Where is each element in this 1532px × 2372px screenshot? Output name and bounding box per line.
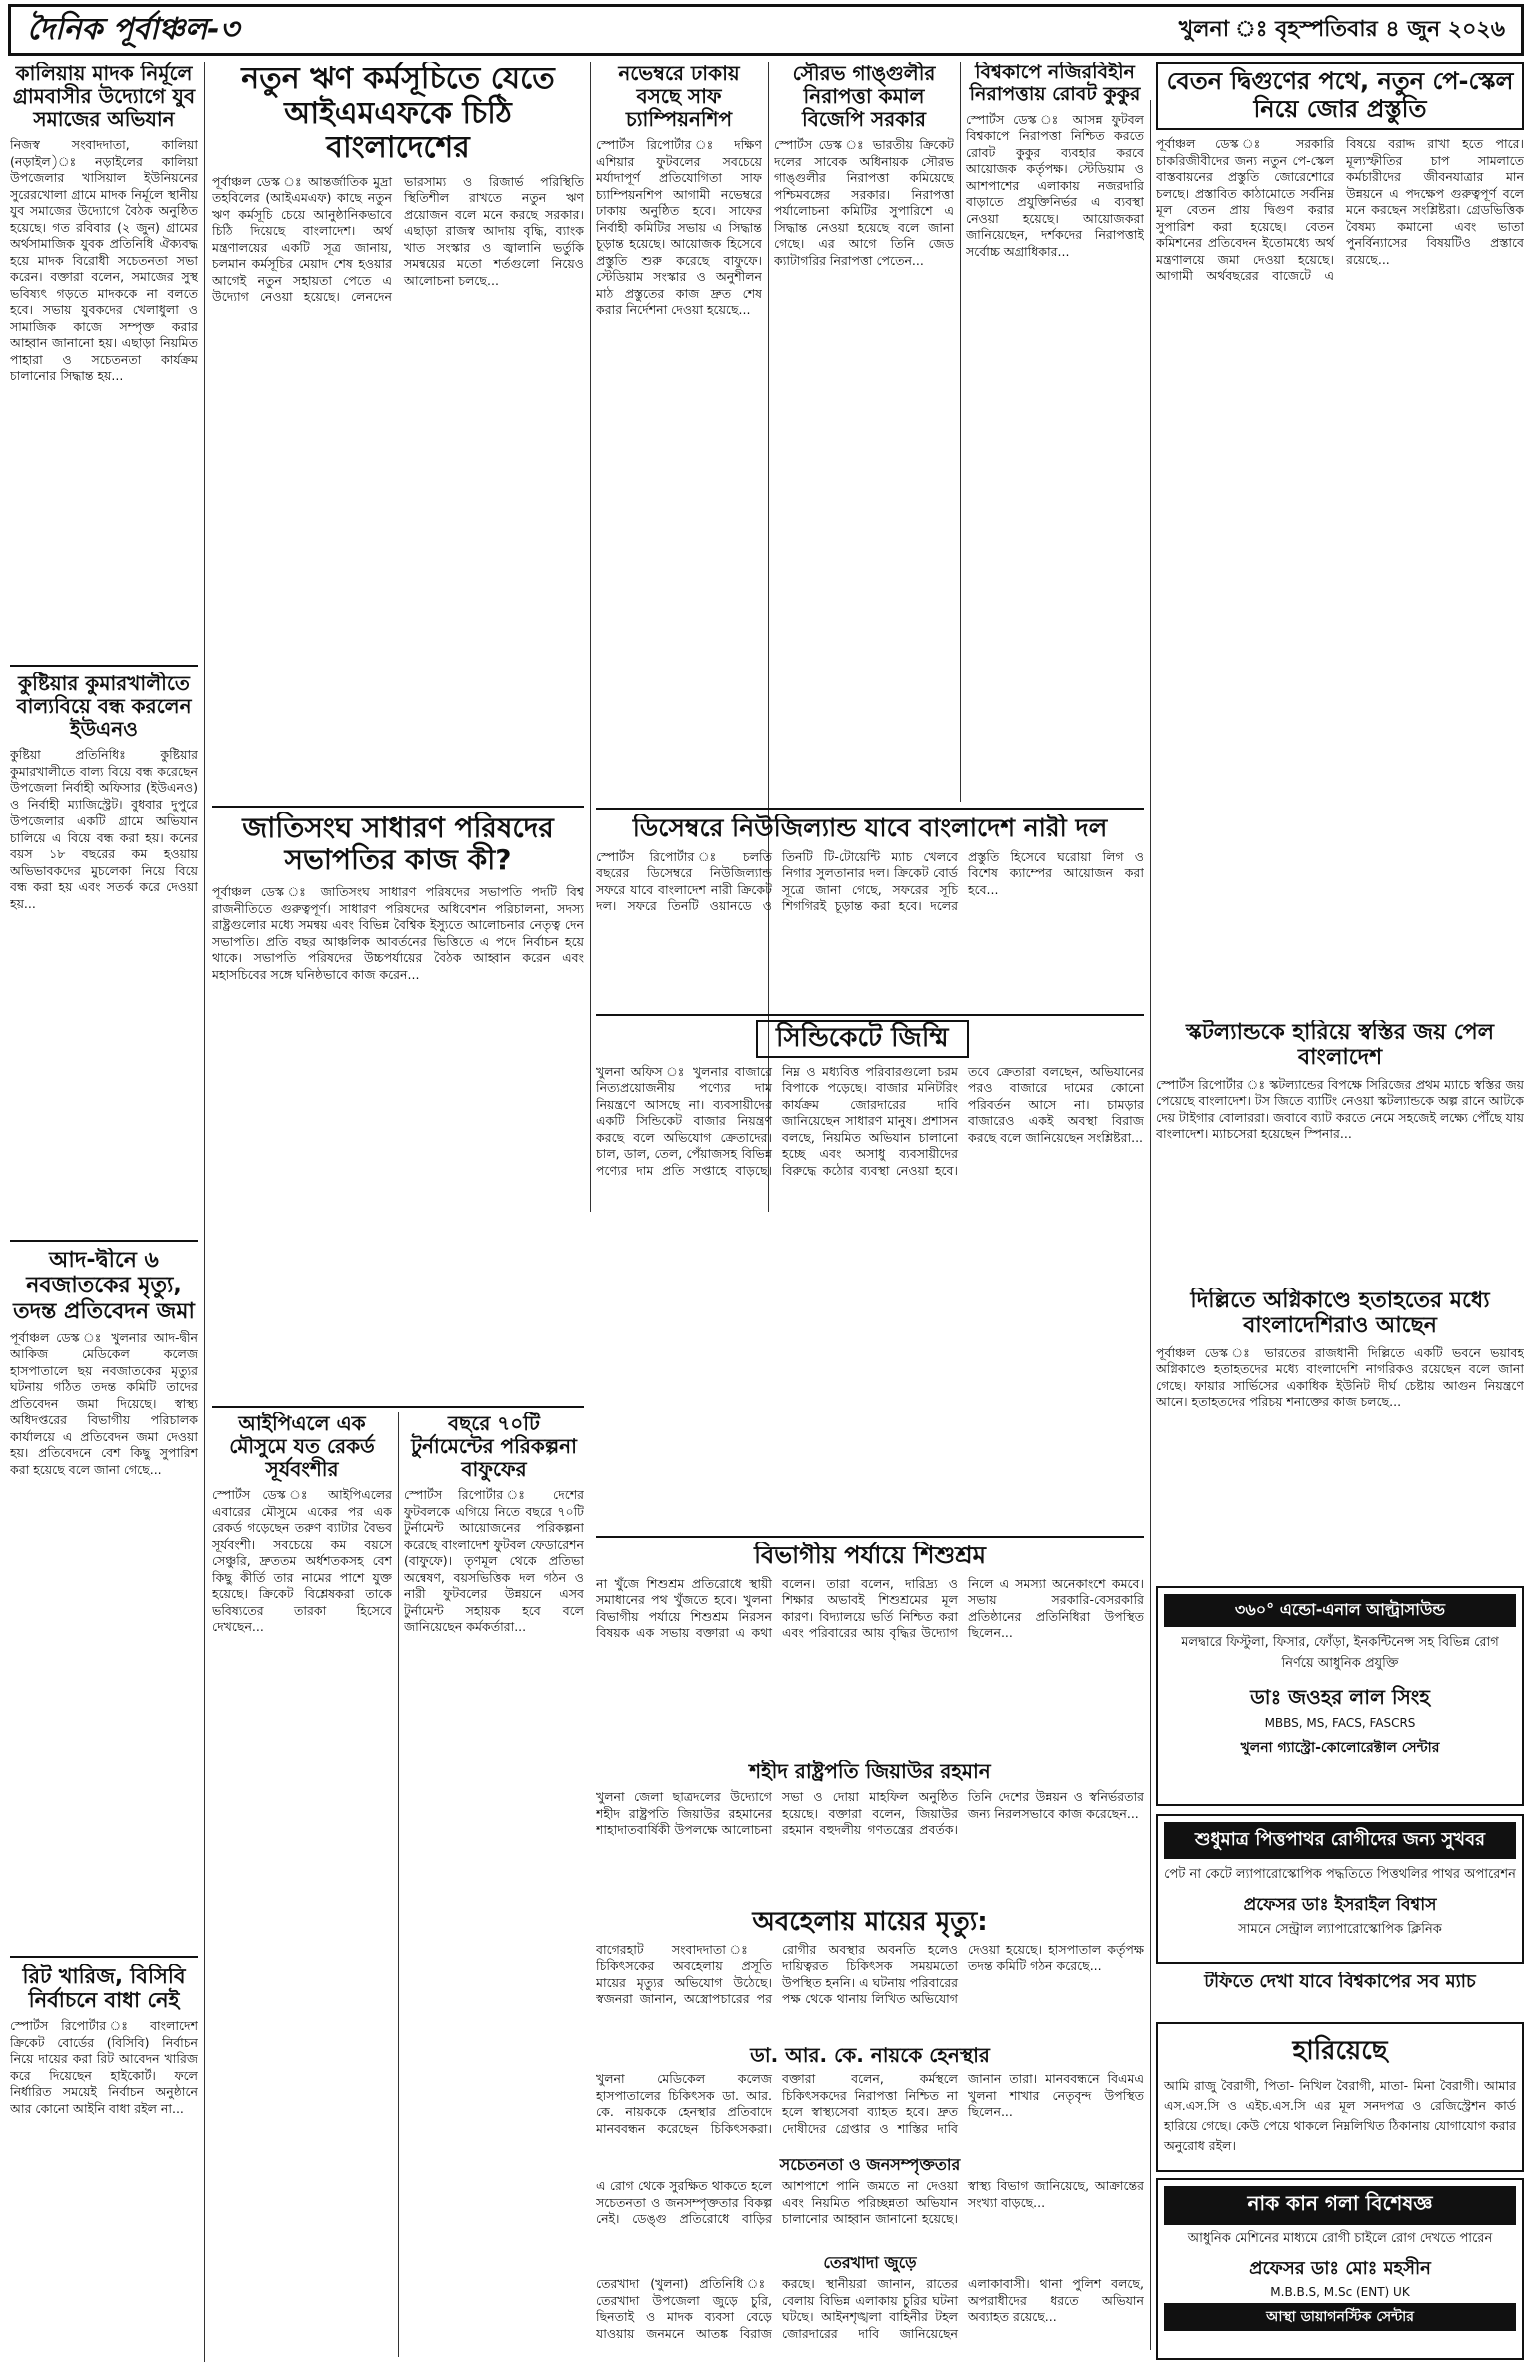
ad-title: হারিয়েছে: [1292, 2036, 1388, 2066]
article-imf: [212, 62, 584, 802]
article-body: খুলনা জেলা ছাত্রদলের উদ্যোগে শহীদ রাষ্ট্রপতি জিয়াউর রহমানের শাহাদাতবার্ষিকী উপলক্ষে আলোচনা সভা ও দোয়া মাহফিল অনুষ্ঠিত হয়েছে। বক্তারা বলেন, জিয়াউর রহমান বহুদলীয় গণতন্ত্রের প্রবর্তক। তিনি দেশের উন্নয়ন ও স্বনির্ভরতার জন্য নিরলসভাবে কাজ করেছেন...: [596, 1789, 1144, 1837]
article-body: বাগেরহাট সংবাদদাতা ঃ চিকিৎসকের অবহেলায় প্রসূতি মায়ের মৃত্যুর অভিযোগ উঠেছে। স্বজনরা জানান, অস্ত্রোপচারের পর রোগীর অবস্থার অবনতি হলেও দায়িত্বরত চিকিৎসক সময়মতো উপস্থিত হননি। এ ঘটনায় পরিবারের পক্ষ থেকে থানায় লিখিত অভিযোগ দেওয়া হয়েছে। হাসপাতাল কর্তৃপক্ষ তদন্ত কমিটি গঠন করেছে...: [596, 1941, 1144, 2007]
headline: রিট খারিজ, বিসিবি নির্বাচনে বাধা নেই: [22, 1964, 186, 2013]
ad-center: সামনে সেন্ট্রাল ল্যাপারোস্কোপিক ক্লিনিক: [1238, 1922, 1442, 1937]
headline: ডা. আর. কে. নায়কে হেনস্থার: [750, 2044, 990, 2067]
newspaper-page-name: দৈনিক পূর্বাঞ্চল-৩: [27, 11, 240, 47]
ad-body: পেট না কেটে ল্যাপারোস্কোপিক পদ্ধতিতে পিত্তথলির পাথর অপারেশন: [1164, 1867, 1516, 1882]
column-divider: [398, 1412, 399, 2357]
article-body: পূর্বাঞ্চল ডেস্ক ঃ সরকারি চাকরিজীবীদের জন্য নতুন পে-স্কেল বাস্তবায়নের প্রস্তুতি জোরেশোরে চলছে। প্রস্তাবিত কাঠামোতে সর্বনিম্ন মূল বেতন প্রায় দ্বিগুণ করার সুপারিশ করা হয়েছে। বেতন কমিশনের প্রতিবেদন ইতোমধ্যে অর্থ মন্ত্রণালয়ে জমা দেওয়া হয়েছে। আগামী অর্থবছরের বাজেটে এ বিষয়ে বরাদ্দ রাখা হতে পারে। মূল্যস্ফীতির চাপ সামলাতে কর্মচারীদের জীবনযাত্রার মান উন্নয়নে এ পদক্ষেপ গুরুত্বপূর্ণ বলে মনে করছেন সংশ্লিষ্টরা। গ্রেডভিত্তিক বৈষম্য কমানো এবং ভাতা পুনর্বিন্যাসের বিষয়টিও প্রস্তাবে রয়েছে...: [1156, 136, 1524, 283]
headline: শহীদ রাষ্ট্রপতি জিয়াউর রহমান: [749, 1760, 991, 1783]
article-mother-death: [596, 1908, 1144, 2038]
ad-title: শুধুমাত্র পিত্তপাথর রোগীদের জন্য সুখবর: [1164, 1822, 1516, 1859]
ad-body: মলদ্বারে ফিস্টুলা, ফিসার, ফোঁড়া, ইনকন্টিনেন্স সহ বিভিন্ন রোগ নির্ণয়ে আধুনিক প্রযুক্তি: [1181, 1635, 1499, 1671]
article-body: তেরখাদা (খুলনা) প্রতিনিধি ঃ তেরখাদা উপজেলা জুড়ে চুরি, ছিনতাই ও মাদক ব্যবসা বেড়ে যাওয়ায় জনমনে আতঙ্ক বিরাজ করছে। স্থানীয়রা জানান, রাতের বেলায় বিভিন্ন এলাকায় চুরির ঘটনা ঘটছে। আইনশৃঙ্খলা বাহিনীর টহল জোরদারের দাবি জানিয়েছেন এলাকাবাসী। থানা পুলিশ বলছে, অপরাধীদের ধরতে অভিযান অব্যাহত রয়েছে...: [596, 2276, 1144, 2341]
ad-degree: M.B.B.S, M.Sc (ENT) UK: [1270, 2285, 1410, 2299]
ad-body: আধুনিক মেশিনের মাধ্যমে রোগী চাইলে রোগ দেখতে পারেন: [1187, 2231, 1493, 2246]
edition-date: খুলনা ঃ বৃহস্পতিবার ৪ জুন ২০২৬: [1178, 16, 1505, 42]
article-body: পূর্বাঞ্চল ডেস্ক ঃ খুলনার আদ-দ্বীন আকিজ মেডিকেল কলেজ হাসপাতালে ছয় নবজাতকের মৃত্যুর ঘটনায় গঠিত তদন্ত কমিটি তাদের প্রতিবেদন জমা দিয়েছে। স্বাস্থ্য অধিদপ্তরের বিভাগীয় পরিচালক কার্যালয়ে এ প্রতিবেদন জমা দেওয়া হয়। প্রতিবেদনে বেশ কিছু সুপারিশ করা হয়েছে বলে জানা গেছে...: [10, 1329, 198, 1477]
article-tiffe: [1156, 1972, 1524, 2018]
ad-doctor: প্রফেসর ডাঃ মোঃ মহসীন: [1249, 2258, 1431, 2279]
article-child-labour: [596, 1542, 1144, 1752]
article-body: স্পোর্টস ডেস্ক ঃ আসন্ন ফুটবল বিশ্বকাপে নিরাপত্তা নিশ্চিত করতে রোবট কুকুর ব্যবহার করবে আয়োজক কর্তৃপক্ষ। স্টেডিয়াম ও আশপাশের এলাকায় নজরদারি বাড়াতে প্রযুক্তিনির্ভর এ ব্যবস্থা নেওয়া হয়েছে। আয়োজকরা জানিয়েছেন, দর্শকদের নিরাপত্তাই সর্বোচ্চ অগ্রাধিকার...: [966, 111, 1144, 259]
article-body: নিজস্ব সংবাদদাতা, কালিয়া (নড়াইল)ঃ নড়াইলের কালিয়া উপজেলার খাসিয়াল ইউনিয়নের সুরেরখোলা গ্রামে মাদক নির্মূলে স্থানীয় যুব সমাজের উদ্যোগে বৈঠক অনুষ্ঠিত হয়েছে। গত রবিবার (২ জুন) গ্রামের অর্থসামাজিক যুবক প্রতিনিধি ঐক্যবদ্ধ হয়ে মাদক বিরোধী সচেতনতা সভা করেন। বক্তারা বলেন, সমাজের সুস্থ ভবিষ্যৎ গড়তে মাদককে না বলতে হবে। সভায় যুবকদের খেলাধুলা ও সামাজিক কাজে সম্পৃক্ত করার আহ্বান জানানো হয়। এছাড়া নিয়মিত পাহারা ও সচেতনতা কার্যক্রম চালানোর সিদ্ধান্ত হয়...: [10, 137, 198, 383]
headline: বছরে ৭০টি টুর্নামেন্টের পরিকল্পনা বাফুফের: [411, 1412, 577, 1481]
ad-degree: MBBS, MS, FACS, FASCRS: [1264, 1716, 1416, 1730]
column-divider: [204, 62, 205, 2362]
ad-title: ৩৬০° এন্ডো-এনাল আল্ট্রাসাউন্ড: [1164, 1594, 1516, 1627]
headline: নতুন ঋণ কর্মসূচিতে যেতে আইএমএফকে চিঠি বাংলাদেশের: [241, 62, 555, 165]
article-body: স্পোর্টস ডেস্ক ঃ ভারতীয় ক্রিকেট দলের সাবেক অধিনায়ক সৌরভ গাঙ্গুলীর নিরাপত্তা কমিয়েছে পশ্চিমবঙ্গের সরকার। নিরাপত্তা পর্যালোচনা কমিটির সুপারিশে এ সিদ্ধান্ত নেওয়া হয়েছে বলে জানা গেছে। এর আগে তিনি জেড ক্যাটাগরির নিরাপত্তা পেতেন...: [774, 137, 954, 268]
article-body: পূর্বাঞ্চল ডেস্ক ঃ আন্তর্জাতিক মুদ্রা তহবিলের (আইএমএফ) কাছে নতুন ঋণ কর্মসূচি চেয়ে আনুষ্ঠানিকভাবে চিঠি দিয়েছে বাংলাদেশ। অর্থ মন্ত্রণালয়ের একটি সূত্র জানায়, চলমান কর্মসূচির মেয়াদ শেষ হওয়ার আগেই নতুন সহায়তা পেতে এ উদ্যোগ নেওয়া হয়েছে। লেনদেন ভারসাম্য ও রিজার্ভ পরিস্থিতি স্থিতিশীল রাখতে নতুন ঋণ প্রয়োজন বলে মনে করছে সরকার। এছাড়া রাজস্ব আদায় বৃদ্ধি, ব্যাংক খাত সংস্কার ও জ্বালানি ভর্তুকি সমন্বয়ের মতো শর্তগুলো নিয়েও আলোচনা চলছে...: [212, 173, 584, 304]
section-rule: [212, 806, 584, 808]
headline: সৌরভ গাঙ্গুলীর নিরাপত্তা কমাল বিজেপি সরকার: [792, 62, 936, 131]
salary-headline-box: [1156, 62, 1524, 130]
section-rule: [596, 808, 1144, 810]
article-ipl: [212, 1412, 392, 2357]
section-rule: [596, 1014, 1144, 1016]
headline: বিভাগীয় পর্যায়ে শিশুশ্রম: [754, 1542, 986, 1569]
article-zia: [596, 1760, 1144, 1900]
article-body: স্পোর্টস রিপোর্টার ঃ দক্ষিণ এশিয়ার ফুটবলের সবচেয়ে মর্যাদাপূর্ণ প্রতিযোগিতা সাফ চ্যাম্পিয়নশিপ আগামী নভেম্বরে ঢাকায় অনুষ্ঠিত হবে। সাফের নির্বাহী কমিটির সভায় এ সিদ্ধান্ত চূড়ান্ত হয়েছে। আয়োজক হিসেবে প্রস্তুতি শুরু করেছে বাফুফে। স্টেডিয়াম সংস্কার ও অনুশীলন মাঠ প্রস্তুতের কাজ দ্রুত শেষ করার নির্দেশনা দেওয়া হয়েছে...: [596, 137, 762, 317]
ad-endo-ultrasound: [1156, 1586, 1524, 1806]
section-rule: [596, 1536, 1144, 1538]
headline-box: [756, 1020, 969, 1058]
article-body: স্পোর্টস রিপোর্টার ঃ বাংলাদেশ ক্রিকেট বোর্ডের (বিসিবি) নির্বাচন নিয়ে দায়ের করা রিট আবেদন খারিজ করে দিয়েছেন হাইকোর্ট। ফলে নির্ধারিত সময়েই নির্বাচন অনুষ্ঠানে আর কোনো আইনি বাধা রইল না...: [10, 2018, 198, 2116]
article-awareness: [596, 2156, 1144, 2248]
article-body: স্পোর্টস রিপোর্টার ঃ স্কটল্যান্ডের বিপক্ষে সিরিজের প্রথম ম্যাচে স্বস্তির জয় পেয়েছে বাংলাদেশ। টস জিতে ব্যাটিং নেওয়া স্কটল্যান্ডকে অল্প রানে আটকে দেয় টাইগার বোলাররা। জবাবে ব্যাট করতে নেমে সহজেই লক্ষ্যে পৌঁছে যায় বাংলাদেশ। ম্যাচসেরা হয়েছেন স্পিনার...: [1156, 1076, 1524, 1142]
headline: তেরখাদা জুড়ে: [823, 2254, 917, 2272]
article-body: কুষ্টিয়া প্রতিনিধিঃ কুষ্টিয়ার কুমারখালীতে বাল্য বিয়ে বন্ধ করেছেন উপজেলা নির্বাহী অফিসার (ইউএনও) ও নির্বাহী ম্যাজিস্ট্রেট। বুধবার দুপুরে উপজেলার একটি গ্রামে অভিযান চালিয়ে এ বিয়ে বন্ধ করা হয়। কনের বয়স ১৮ বছরের কম হওয়ায় অভিভাবকদের মুচলেকা নিয়ে বিয়ে বন্ধ করা হয় এবং সতর্ক করে দেওয়া হয়...: [10, 747, 198, 911]
headline: নভেম্বরে ঢাকায় বসছে সাফ চ্যাম্পিয়নশিপ: [618, 62, 740, 131]
headline: টফিতে দেখা যাবে বিশ্বকাপের সব ম্যাচ: [1204, 1972, 1476, 1992]
article-body: এ রোগ থেকে সুরক্ষিত থাকতে হলে সচেতনতা ও জনসম্পৃক্ততার বিকল্প নেই। ডেঙ্গু প্রতিরোধে বাড়ির আশপাশে পানি জমতে না দেওয়া এবং নিয়মিত পরিচ্ছন্নতা অভিযান চালানোর আহ্বান জানানো হয়েছে। স্বাস্থ্য বিভাগ জানিয়েছে, আক্রান্তের সংখ্যা বাড়ছে...: [596, 2178, 1144, 2227]
column-divider: [590, 62, 591, 1212]
ad-ent: [1156, 2178, 1524, 2360]
ad-center: খুলনা গ্যাস্ট্রো-কোলোরেক্টাল সেন্টার: [1240, 1740, 1440, 1756]
ad-lost: [1156, 2022, 1524, 2172]
ad-gallstone: [1156, 1814, 1524, 1964]
article-terkhada: [596, 2254, 1144, 2360]
section-rule: [212, 1406, 584, 1408]
article-scotland: [1156, 1020, 1524, 1280]
headline: স্কটল্যান্ডকে হারিয়ে স্বস্তির জয় পেল বাংলাদেশ: [1185, 1020, 1495, 1071]
section-rule: [10, 1240, 198, 1242]
article-body: পূর্বাঞ্চল ডেস্ক ঃ জাতিসংঘ সাধারণ পরিষদের সভাপতি পদটি বিশ্ব রাজনীতিতে গুরুত্বপূর্ণ। সাধারণ পরিষদের অধিবেশন পরিচালনা, সদস্য রাষ্ট্রগুলোর মধ্যে সমন্বয় এবং বিভিন্ন বৈশ্বিক ইস্যুতে আলোচনার নেতৃত্ব দেন সভাপতি। প্রতি বছর আঞ্চলিক আবর্তনের ভিত্তিতে এ পদে নির্বাচন হয়ে থাকে। সভাপতি পরিষদের উচ্চপর্যায়ের বৈঠক আহ্বান করেন এবং মহাসচিবের সঙ্গে ঘনিষ্ঠভাবে কাজ করেন...: [212, 884, 584, 982]
article-body: স্পোর্টস ডেস্ক ঃ আইপিএলের এবারের মৌসুমে একের পর এক রেকর্ড গড়েছেন তরুণ ব্যাটার বৈভব সূর্যবংশী। সবচেয়ে কম বয়সে সেঞ্চুরি, দ্রুততম অর্ধশতকসহ বেশ কিছু কীর্তি তার নামের পাশে যুক্ত হয়েছে। ক্রিকেট বিশ্লেষকরা তাকে ভবিষ্যতের তারকা হিসেবে দেখছেন...: [212, 1487, 392, 1634]
ad-doctor: প্রফেসর ডাঃ ইসরাইল বিশ্বাস: [1243, 1895, 1437, 1915]
article-bcb: [10, 1964, 198, 2359]
section-rule: [10, 1956, 198, 1958]
headline: সচেতনতা ও জনসম্পৃক্ততার: [779, 2156, 961, 2174]
article-ad-din: [10, 1248, 198, 1948]
headline: অবহেলায় মায়ের মৃত্যু:: [752, 1908, 988, 1937]
headline: আদ-দ্বীনে ৬ নবজাতকের মৃত্যু, তদন্ত প্রতিবেদন জমা: [13, 1248, 195, 1324]
column-divider: [960, 62, 961, 802]
article-syndicate: [596, 1020, 1144, 1530]
article-body: খুলনা অফিস ঃ খুলনার বাজারে নিত্যপ্রয়োজনীয় পণ্যের দাম নিয়ন্ত্রণে আসছে না। ব্যবসায়ীদের একটি সিন্ডিকেট বাজার নিয়ন্ত্রণ করছে বলে অভিযোগ ক্রেতাদের। চাল, ডাল, তেল, পেঁয়াজসহ বিভিন্ন পণ্যের দাম প্রতি সপ্তাহে বাড়ছে। নিম্ন ও মধ্যবিত্ত পরিবারগুলো চরম বিপাকে পড়েছে। বাজার মনিটরিং কার্যক্রম জোরদারের দাবি জানিয়েছেন সাধারণ মানুষ। প্রশাসন বলছে, নিয়মিত অভিযান চালানো হচ্ছে এবং অসাধু ব্যবসায়ীদের বিরুদ্ধে কঠোর ব্যবস্থা নেওয়া হবে। তবে ক্রেতারা বলছেন, অভিযানের পরও বাজারে দামের কোনো পরিবর্তন আসে না। চামড়ার বাজারেও একই অবস্থা বিরাজ করছে বলে জানিয়েছেন সংশ্লিষ্টরা...: [596, 1063, 1144, 1178]
section-rule: [10, 665, 198, 667]
article-body: খুলনা মেডিকেল কলেজ হাসপাতালের চিকিৎসক ডা. আর. কে. নায়ককে হেনস্থার প্রতিবাদে মানববন্ধন করেছেন চিকিৎসকরা। বক্তারা বলেন, কর্মস্থলে চিকিৎসকদের নিরাপত্তা নিশ্চিত না হলে স্বাস্থ্যসেবা ব্যাহত হবে। দ্রুত দোষীদের গ্রেপ্তার ও শাস্তির দাবি জানান তারা। মানববন্ধনে বিএমএ খুলনা শাখার নেতৃবৃন্দ উপস্থিত ছিলেন...: [596, 2071, 1144, 2136]
article-body: স্পোর্টস রিপোর্টার ঃ চলতি বছরের ডিসেম্বরে নিউজিল্যান্ড সফরে যাবে বাংলাদেশ নারী ক্রিকেট দল। সফরে তিনটি ওয়ানডে ও তিনটি টি-টোয়েন্টি ম্যাচ খেলবে নিগার সুলতানার দল। ক্রিকেট বোর্ড সূত্রে জানা গেছে, সফরের সূচি শিগগিরই চূড়ান্ত করা হবে। দলের প্রস্তুতি হিসেবে ঘরোয়া লিগ ও বিশেষ ক্যাম্পের আয়োজন করা হবে...: [596, 848, 1144, 914]
article-women-nz: [596, 814, 1144, 1010]
article-body: পূর্বাঞ্চল ডেস্ক ঃ ভারতের রাজধানী দিল্লিতে একটি ভবনে ভয়াবহ অগ্নিকাণ্ডে হতাহতদের মধ্যে বাংলাদেশি নাগরিকও রয়েছেন বলে জানা গেছে। ফায়ার সার্ভিসের একাধিক ইউনিট দীর্ঘ চেষ্টায় আগুন নিয়ন্ত্রণে আনে। হতাহতদের পরিচয় শনাক্তের কাজ চলছে...: [1156, 1344, 1524, 1410]
article-body: স্পোর্টস রিপোর্টার ঃ দেশের ফুটবলকে এগিয়ে নিতে বছরে ৭০টি টুর্নামেন্ট আয়োজনের পরিকল্পনা করেছে বাংলাদেশ ফুটবল ফেডারেশন (বাফুফে)। তৃণমূল থেকে প্রতিভা অন্বেষণ, বয়সভিত্তিক দল গঠন ও নারী ফুটবলের উন্নয়নে এসব টুর্নামেন্ট সহায়ক হবে বলে জানিয়েছেন কর্মকর্তারা...: [404, 1487, 584, 1634]
article-nayak: [596, 2044, 1144, 2150]
ad-doctor: ডাঃ জওহর লাল সিংহ: [1250, 1685, 1430, 1709]
article-kumarkhali: [10, 672, 198, 1232]
headline: ডিসেম্বরে নিউজিল্যান্ড যাবে বাংলাদেশ নারী দল: [632, 814, 1108, 842]
article-kalia: [10, 62, 198, 662]
headline: আইপিএলে এক মৌসুমে যত রেকর্ড সূর্যবংশীর: [229, 1412, 375, 1481]
article-buff: [404, 1412, 584, 2357]
ad-body: আমি রাজু বৈরাগী, পিতা- নিখিল বৈরাগী, মাতা- মিনা বৈরাগী। আমার এস.এস.সি ও এইচ.এস.সি এর মূল সনদপত্র ও রেজিস্ট্রেশন কার্ড হারিয়ে গেছে। কেউ পেয়ে থাকলে নিম্নলিখিত ঠিকানায় যোগাযোগ করার অনুরোধ রইল।: [1164, 2078, 1516, 2153]
ad-title: নাক কান গলা বিশেষজ্ঞ: [1164, 2186, 1516, 2225]
column-divider: [1150, 100, 1151, 2350]
article-delhi-fire: [1156, 1288, 1524, 1578]
headline: দিল্লিতে অগ্নিকাণ্ডে হতাহতের মধ্যে বাংলাদেশিরাও আছেন: [1190, 1288, 1490, 1339]
article-sourav: [774, 62, 954, 802]
headline: সিন্ডিকেটে জিম্মি: [776, 1023, 949, 1053]
headline: কালিয়ায় মাদক নির্মূলে গ্রামবাসীর উদ্যোগে যুব সমাজের অভিযান: [12, 62, 196, 131]
article-saff: [596, 62, 762, 802]
page-header: [8, 4, 1524, 56]
ad-center: আস্থা ডায়াগনস্টিক সেন্টার: [1164, 2303, 1516, 2331]
article-robot-dog: [966, 62, 1144, 802]
headline: জাতিসংঘ সাধারণ পরিষদের সভাপতির কাজ কী?: [242, 812, 554, 877]
headline: বেতন দ্বিগুণের পথে, নতুন পে-স্কেল নিয়ে জোর প্রস্তুতি: [1166, 67, 1514, 123]
article-un: [212, 812, 584, 1402]
headline: কুষ্টিয়ার কুমারখালীতে বাল্যবিয়ে বন্ধ করলেন ইউএনও: [16, 672, 192, 741]
headline: বিশ্বকাপে নজিরবিহীন নিরাপত্তায় রোবট কুকুর: [969, 62, 1141, 105]
article-body: না খুঁজে শিশুশ্রম প্রতিরোধে স্থায়ী সমাধানের পথ খুঁজতে হবে। খুলনা বিভাগীয় পর্যায়ে শিশুশ্রম নিরসন বিষয়ক এক সভায় বক্তারা এ কথা বলেন। তারা বলেন, দারিদ্র্য ও শিক্ষার অভাবই শিশুশ্রমের মূল কারণ। বিদ্যালয়ে ভর্তি নিশ্চিত করা এবং পরিবারের আয় বৃদ্ধির উদ্যোগ নিলে এ সমস্যা অনেকাংশে কমবে। সভায় সরকারি-বেসরকারি প্রতিষ্ঠানের প্রতিনিধিরা উপস্থিত ছিলেন...: [596, 1575, 1144, 1641]
article-pay-scale: [1156, 136, 1524, 1016]
